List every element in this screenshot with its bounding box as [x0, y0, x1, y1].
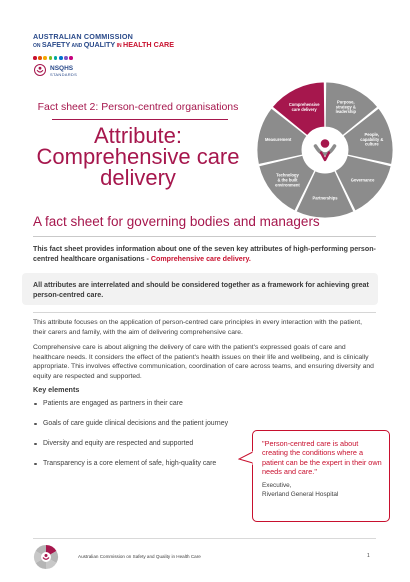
footer-logo-icon — [33, 544, 59, 570]
intro-paragraph — [33, 244, 378, 264]
logo-health: HEALTH CARE — [123, 40, 174, 49]
bullet-icon — [34, 403, 37, 406]
bullet-icon — [34, 443, 37, 446]
quote-text: "Person-centred care is about creating the conditions where a patient can be the expert in their own needs and care." — [262, 439, 382, 476]
title-line-2: Comprehensive care — [36, 144, 240, 169]
logo-dot — [43, 56, 47, 60]
logo-dot — [49, 56, 53, 60]
wheel-segment-label: People, capability & culture — [360, 132, 384, 147]
logo-in: IN — [115, 43, 124, 49]
logo-dot — [54, 56, 58, 60]
nsqhs-logo-icon — [34, 64, 46, 76]
list-item-text: Goals of care guide clinical decisions and the patient journey — [43, 420, 229, 427]
logo-line-1: AUSTRALIAN COMMISSION — [33, 32, 134, 41]
page-title — [33, 125, 243, 188]
quote-tail-icon — [238, 450, 260, 466]
attributes-wheel — [255, 80, 395, 220]
logo-dot — [33, 56, 37, 60]
nsqhs-label: NSQHS — [50, 65, 74, 72]
list-item-text: Diversity and equity are respected and supported — [43, 440, 194, 447]
wheel-segment-label: Comprehensive care delivery — [288, 101, 320, 112]
list-item — [33, 459, 253, 470]
logo-color-dots — [33, 56, 77, 62]
intro-text: This fact sheet provides information about one of the seven key attributes of high-performing person-centred healthcare organisations - — [33, 245, 376, 263]
footer-text: Australian Commission on Safety and Quality in Health Care — [78, 554, 201, 559]
title-line-1: Attribute: — [93, 123, 183, 148]
logo-on: ON — [33, 43, 42, 49]
wheel-segment-label: Measurement — [265, 136, 292, 142]
logo-dot — [69, 56, 73, 60]
factsheet-label: Fact sheet 2: Person-centred organisations — [37, 101, 239, 113]
wheel-segment-label: Purpose, strategy & leadership — [335, 99, 357, 115]
logo-and: AND — [70, 43, 84, 49]
footer-divider — [33, 538, 376, 539]
title-divider — [52, 119, 228, 120]
quote-attribution-role: Executive, — [262, 482, 292, 489]
quote-attribution-organisation: Riverland General Hospital — [262, 491, 339, 498]
paragraph-2: Comprehensive care is about aligning the delivery of care with the patient's expressed goals of care and healthcare needs. It considers the effect of the patient's health issues on their life and wellbeing, and is clinically appropriate. This involves effective communication, coordination of care across teams, and ensuring diversity and equity are respected and supported. — [33, 344, 374, 381]
logo-dot — [59, 56, 63, 60]
logo-dot — [38, 56, 42, 60]
wheel-segment-label: Partnerships — [312, 195, 338, 201]
logo-quality: QUALITY — [83, 40, 116, 49]
list-item — [33, 419, 253, 430]
wheel-hub — [303, 128, 347, 172]
bullet-icon — [34, 423, 37, 426]
list-item-text: Patients are engaged as partners in their care — [43, 400, 183, 407]
section-divider-2 — [33, 312, 376, 313]
list-item-text: Transparency is a core element of safe, high-quality care — [43, 460, 217, 467]
list-item — [33, 399, 253, 410]
key-elements-heading: Key elements — [33, 385, 80, 394]
title-line-3: delivery — [100, 165, 176, 190]
section-divider — [33, 236, 376, 237]
callout-text: All attributes are interrelated and should be considered together as a framework for achieving great person-centred care. — [33, 281, 369, 299]
logo-dot — [64, 56, 68, 60]
subtitle: A fact sheet for governing bodies and managers — [33, 214, 320, 229]
wheel-segment-label: Governance — [350, 177, 375, 183]
list-item — [33, 439, 253, 450]
bullet-icon — [34, 463, 37, 466]
wheel-segment-label: Technology & the built environment — [275, 172, 300, 188]
page-number: 1 — [367, 553, 370, 559]
logo-safety: SAFETY — [41, 40, 71, 49]
key-elements-list — [33, 399, 253, 479]
logo-line-2 — [33, 41, 174, 49]
paragraph-1: This attribute focuses on the application of person-centred care principles in every interaction with the patient, their carers and family, with the aim of delivering comprehensive care. — [33, 319, 363, 336]
standards-label: STANDARDS — [50, 71, 78, 77]
intro-highlight: Comprehensive care delivery. — [150, 255, 251, 263]
